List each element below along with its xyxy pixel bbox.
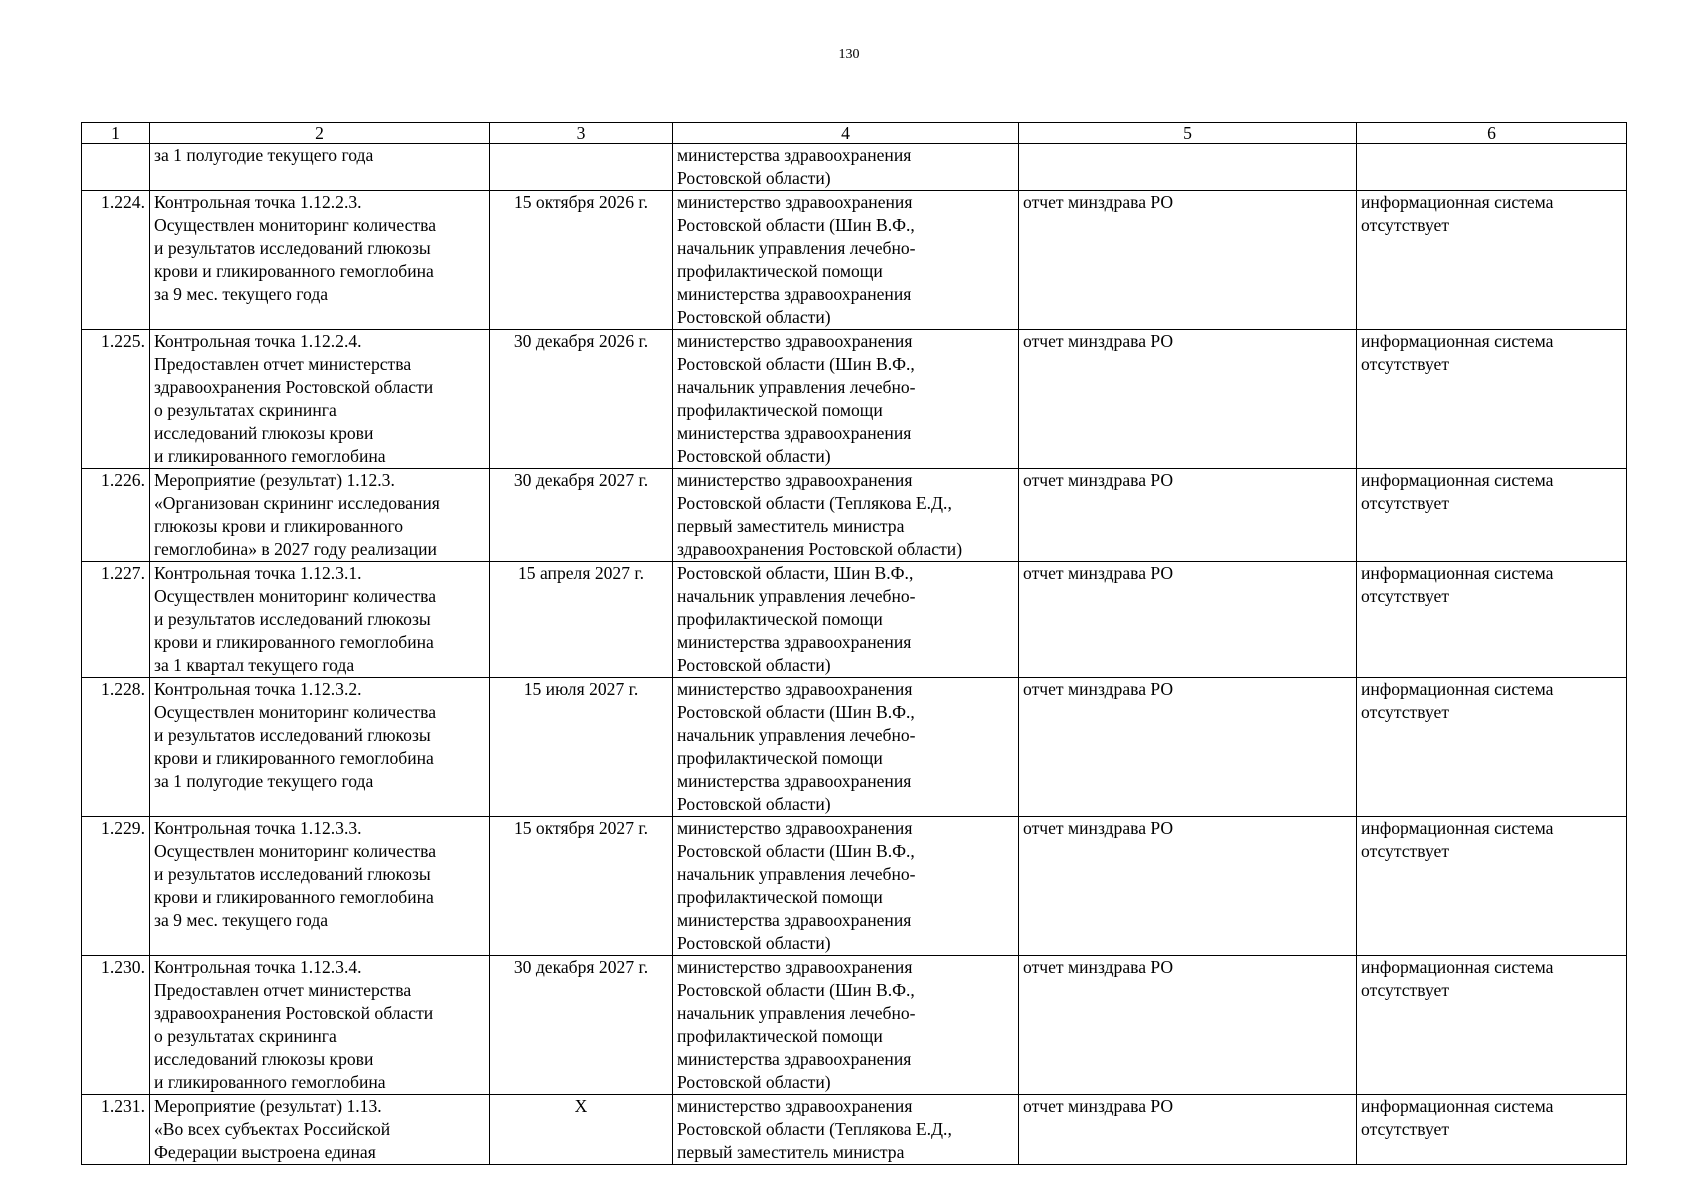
row-date: 15 апреля 2027 г. [490,562,673,678]
row-responsible: Ростовской области, Шин В.Ф., начальник управления лечебно- профилактической помощи министерства здравоохранения Ростовской области) [673,562,1019,678]
row-number: 1.225. [82,330,150,469]
column-header: 1 [82,123,150,144]
row-system: информационная система отсутствует [1357,817,1627,956]
row-system: информационная система отсутствует [1357,1095,1627,1165]
row-name: за 1 полугодие текущего года [150,144,490,191]
column-header: 2 [150,123,490,144]
row-name: Контрольная точка 1.12.3.4. Предоставлен отчет министерства здравоохранения Ростовской области о результатах скрининга исследований глюкозы крови и гликированного гемоглобина [150,956,490,1095]
table-row [82,191,1627,330]
table-row [82,1095,1627,1165]
row-date: X [490,1095,673,1165]
table-row [82,330,1627,469]
row-responsible: министерство здравоохранения Ростовской области (Шин В.Ф., начальник управления лечебно- профилактической помощи министерства здравоохранения Ростовской области) [673,956,1019,1095]
column-header: 3 [490,123,673,144]
row-responsible: министерство здравоохранения Ростовской области (Шин В.Ф., начальник управления лечебно- профилактической помощи министерства здравоохранения Ростовской области) [673,191,1019,330]
row-number [82,144,150,191]
row-number: 1.227. [82,562,150,678]
row-name: Контрольная точка 1.12.2.4. Предоставлен отчет министерства здравоохранения Ростовской области о результатах скрининга исследований глюкозы крови и гликированного гемоглобина [150,330,490,469]
table-row [82,562,1627,678]
row-number: 1.226. [82,469,150,562]
row-number: 1.224. [82,191,150,330]
row-system [1357,144,1627,191]
table-row [82,817,1627,956]
row-responsible: министерства здравоохранения Ростовской области) [673,144,1019,191]
row-system: информационная система отсутствует [1357,469,1627,562]
row-date [490,144,673,191]
document-table [81,122,1627,1165]
column-header: 6 [1357,123,1627,144]
table-row [82,144,1627,191]
row-name: Мероприятие (результат) 1.13. «Во всех субъектах Российской Федерации выстроена единая [150,1095,490,1165]
table-header-row [82,123,1627,144]
row-document: отчет минздрава РО [1019,191,1357,330]
row-date: 30 декабря 2026 г. [490,330,673,469]
table-row [82,469,1627,562]
row-document: отчет минздрава РО [1019,678,1357,817]
row-system: информационная система отсутствует [1357,191,1627,330]
row-number: 1.228. [82,678,150,817]
row-document: отчет минздрава РО [1019,1095,1357,1165]
row-document: отчет минздрава РО [1019,956,1357,1095]
row-system: информационная система отсутствует [1357,956,1627,1095]
column-header: 5 [1019,123,1357,144]
row-document: отчет минздрава РО [1019,562,1357,678]
row-name: Мероприятие (результат) 1.12.3. «Организован скрининг исследования глюкозы крови и гликированного гемоглобина» в 2027 году реализации [150,469,490,562]
row-responsible: министерство здравоохранения Ростовской области (Теплякова Е.Д., первый заместитель министра [673,1095,1019,1165]
row-name: Контрольная точка 1.12.3.3. Осуществлен мониторинг количества и результатов исследований глюкозы крови и гликированного гемоглобина за 9 мес. текущего года [150,817,490,956]
column-header: 4 [673,123,1019,144]
row-responsible: министерство здравоохранения Ростовской области (Шин В.Ф., начальник управления лечебно- профилактической помощи министерства здравоохранения Ростовской области) [673,330,1019,469]
row-date: 15 октября 2027 г. [490,817,673,956]
table-row [82,678,1627,817]
row-name: Контрольная точка 1.12.3.2. Осуществлен мониторинг количества и результатов исследований глюкозы крови и гликированного гемоглобина за 1 полугодие текущего года [150,678,490,817]
row-document [1019,144,1357,191]
row-date: 30 декабря 2027 г. [490,469,673,562]
row-document: отчет минздрава РО [1019,469,1357,562]
row-system: информационная система отсутствует [1357,678,1627,817]
table-row [82,956,1627,1095]
row-date: 15 июля 2027 г. [490,678,673,817]
row-responsible: министерство здравоохранения Ростовской области (Шин В.Ф., начальник управления лечебно- профилактической помощи министерства здравоохранения Ростовской области) [673,817,1019,956]
row-responsible: министерство здравоохранения Ростовской области (Теплякова Е.Д., первый заместитель министра здравоохранения Ростовской области) [673,469,1019,562]
row-name: Контрольная точка 1.12.2.3. Осуществлен мониторинг количества и результатов исследований глюкозы крови и гликированного гемоглобина за 9 мес. текущего года [150,191,490,330]
row-name: Контрольная точка 1.12.3.1. Осуществлен мониторинг количества и результатов исследований глюкозы крови и гликированного гемоглобина за 1 квартал текущего года [150,562,490,678]
page-number: 130 [838,47,860,62]
row-document: отчет минздрава РО [1019,817,1357,956]
row-system: информационная система отсутствует [1357,330,1627,469]
row-number: 1.231. [82,1095,150,1165]
row-number: 1.229. [82,817,150,956]
row-document: отчет минздрава РО [1019,330,1357,469]
row-system: информационная система отсутствует [1357,562,1627,678]
row-date: 15 октября 2026 г. [490,191,673,330]
row-responsible: министерство здравоохранения Ростовской области (Шин В.Ф., начальник управления лечебно- профилактической помощи министерства здравоохранения Ростовской области) [673,678,1019,817]
row-number: 1.230. [82,956,150,1095]
row-date: 30 декабря 2027 г. [490,956,673,1095]
